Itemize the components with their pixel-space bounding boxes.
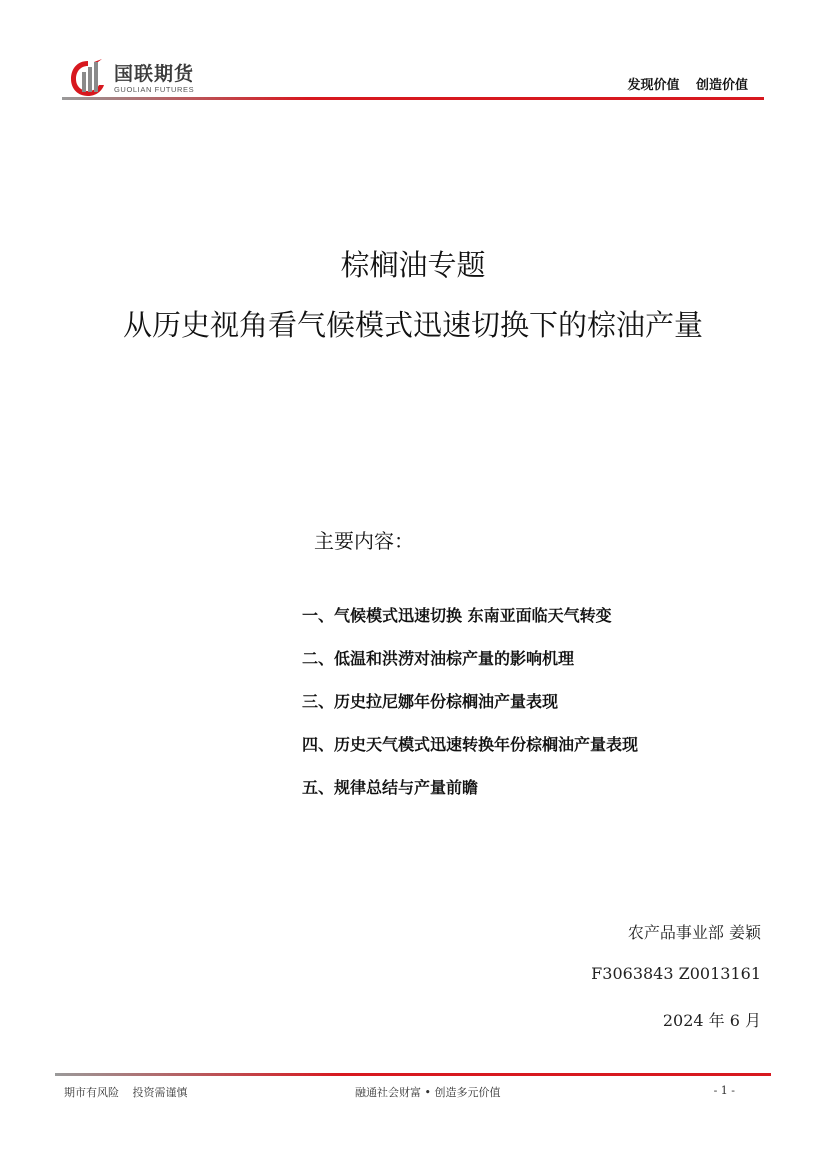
contents-heading: 主要内容： [314,529,414,553]
header-slogan: 发现价值 创造价值 [627,78,748,93]
contents-item: 四、历史天气模式迅速转换年份棕榈油产量表现 [302,735,639,754]
logo-chinese-name: 国联期货 [114,62,195,85]
header-divider [62,97,764,100]
logo-english-name: GUOLIAN FUTURES [114,84,195,94]
footer-risk-notice: 期市有风险 投资需谨慎 [64,1086,188,1099]
contents-item: 一、气候模式迅速切换 东南亚面临天气转变 [302,606,612,625]
page-number: - 1 - [713,1084,735,1097]
contents-item: 五、规律总结与产量前瞻 [302,778,479,797]
contents-item: 二、低温和洪涝对油棕产量的影响机理 [302,649,575,668]
company-logo [68,56,194,100]
report-date: 2024 年 6 月 [662,1011,761,1030]
report-title: 棕榈油专题 [340,248,486,282]
contents-item: 三、历史拉尼娜年份棕榈油产量表现 [302,692,559,711]
footer-divider [55,1073,771,1076]
author-department: 农产品事业部 姜颖 [627,923,761,942]
author-license-ids: F3063843 Z0013161 [591,964,761,983]
footer-motto: 融通社会财富 • 创造多元价值 [355,1086,501,1099]
guolian-logo-icon [68,58,108,98]
contents-list [302,604,638,819]
report-subtitle: 从历史视角看气候模式迅速切换下的棕油产量 [122,308,703,342]
